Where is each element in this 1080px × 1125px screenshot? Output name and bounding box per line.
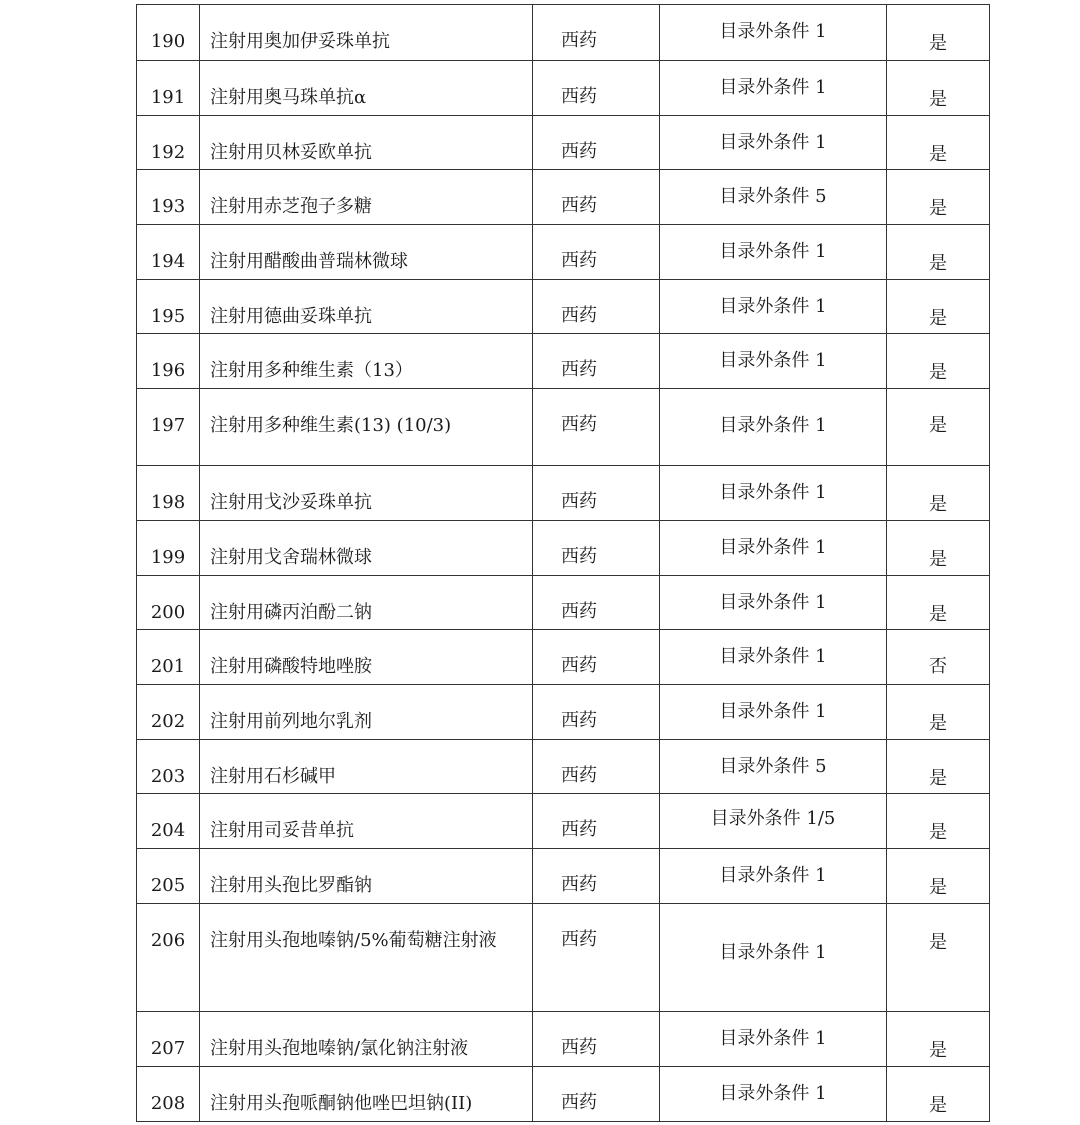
flag: 是 [929,198,947,219]
flag-cell [887,849,990,904]
flag-cell [887,466,990,521]
drug-name-cell [200,334,533,389]
drug-name: 注射用奥加伊妥珠单抗 [210,31,390,52]
drug-name-cell [200,740,533,794]
drug-name-cell [200,389,533,466]
condition-cell [660,389,887,466]
row-number: 193 [150,196,186,217]
flag-cell [887,521,990,576]
flag-cell [887,389,990,466]
table-row [137,116,990,170]
table-row [137,61,990,116]
drug-name: 注射用赤芝孢子多糖 [210,196,372,217]
condition-cell [660,116,887,170]
row-number-cell [137,170,200,225]
row-number-cell [137,334,200,389]
drug-type-cell [533,280,660,334]
row-number: 196 [150,360,186,381]
flag-cell [887,334,990,389]
condition: 目录外条件 1 [719,350,827,371]
drug-type: 西药 [561,141,597,162]
condition: 目录外条件 1 [719,592,827,613]
row-number: 205 [150,875,186,896]
row-number: 197 [150,415,186,436]
drug-name: 注射用贝林妥欧单抗 [210,142,372,163]
row-number-cell [137,5,200,61]
condition-cell [660,334,887,389]
table-row [137,225,990,280]
flag-cell [887,225,990,280]
flag: 是 [929,494,947,515]
flag-cell [887,576,990,630]
table-row [137,849,990,904]
flag-cell [887,740,990,794]
flag: 是 [929,415,947,436]
table-row [137,1012,990,1067]
drug-type-cell [533,466,660,521]
condition: 目录外条件 1 [719,1028,827,1049]
row-number: 200 [150,602,186,623]
drug-name-cell [200,61,533,116]
table-row [137,576,990,630]
condition: 目录外条件 1 [719,415,827,436]
drug-name-cell [200,576,533,630]
table-row [137,685,990,740]
condition: 目录外条件 5 [719,186,827,207]
drug-list-table [136,4,990,1122]
flag-cell [887,794,990,849]
flag-cell [887,685,990,740]
drug-type-cell [533,334,660,389]
flag-cell [887,1012,990,1067]
condition: 目录外条件 1 [719,241,827,262]
drug-name: 注射用戈舍瑞林微球 [210,547,372,568]
drug-name: 注射用司妥昔单抗 [210,820,354,841]
drug-type-cell [533,794,660,849]
condition: 目录外条件 1 [719,21,827,42]
condition: 目录外条件 1 [719,701,827,722]
drug-name: 注射用前列地尔乳剂 [210,711,372,732]
condition: 目录外条件 1 [719,865,827,886]
condition-cell [660,466,887,521]
flag-cell [887,630,990,685]
row-number-cell [137,630,200,685]
row-number-cell [137,794,200,849]
drug-name-cell [200,685,533,740]
condition: 目录外条件 1 [719,482,827,503]
row-number: 194 [150,251,186,272]
row-number: 201 [150,656,186,677]
row-number-cell [137,1012,200,1067]
drug-name: 注射用头孢比罗酯钠 [210,875,372,896]
row-number-cell [137,904,200,1012]
table-row [137,280,990,334]
drug-type: 西药 [561,546,597,567]
condition: 目录外条件 1 [719,296,827,317]
drug-type-cell [533,740,660,794]
drug-type-cell [533,1067,660,1122]
condition: 目录外条件 1 [719,1083,827,1104]
row-number-cell [137,61,200,116]
row-number-cell [137,740,200,794]
row-number-cell [137,1067,200,1122]
drug-type: 西药 [561,819,597,840]
drug-type-cell [533,225,660,280]
flag: 是 [929,1095,947,1116]
condition: 目录外条件 1 [719,646,827,667]
drug-name-cell [200,280,533,334]
flag: 是 [929,713,947,734]
table-row [137,466,990,521]
drug-name-cell [200,630,533,685]
drug-type: 西药 [561,929,597,950]
drug-name: 注射用戈沙妥珠单抗 [210,492,372,513]
condition-cell [660,170,887,225]
condition-cell [660,904,887,1012]
drug-name-cell [200,849,533,904]
row-number: 203 [150,766,186,787]
drug-type-cell [533,849,660,904]
drug-type-cell [533,521,660,576]
table-row [137,1067,990,1122]
drug-type-cell [533,389,660,466]
row-number: 208 [150,1093,186,1114]
drug-name-cell [200,794,533,849]
drug-type-cell [533,61,660,116]
drug-name-cell [200,521,533,576]
drug-name-cell [200,1067,533,1122]
drug-name: 注射用多种维生素(13) (10/3) [210,415,452,436]
drug-name-cell [200,1012,533,1067]
condition-cell [660,849,887,904]
drug-type-cell [533,170,660,225]
drug-name: 注射用头孢哌酮钠他唑巴坦钠(II) [210,1093,473,1114]
row-number-cell [137,521,200,576]
drug-type: 西药 [561,710,597,731]
drug-name: 注射用德曲妥珠单抗 [210,306,372,327]
flag: 是 [929,822,947,843]
row-number: 199 [150,547,186,568]
drug-type-cell [533,5,660,61]
drug-type-cell [533,1012,660,1067]
drug-type: 西药 [561,359,597,380]
drug-name-cell [200,116,533,170]
drug-type: 西药 [561,601,597,622]
drug-type: 西药 [561,1037,597,1058]
row-number-cell [137,225,200,280]
drug-name: 注射用多种维生素（13） [210,360,413,381]
condition: 目录外条件 1 [719,132,827,153]
flag: 是 [929,768,947,789]
condition-cell [660,1067,887,1122]
table-row [137,794,990,849]
flag-cell [887,280,990,334]
condition-cell [660,740,887,794]
drug-name: 注射用头孢地嗪钠/5%葡萄糖注射液 [210,930,497,951]
row-number: 195 [150,306,186,327]
table-row [137,740,990,794]
condition-cell [660,1012,887,1067]
flag: 是 [929,308,947,329]
flag: 是 [929,253,947,274]
drug-type: 西药 [561,250,597,271]
condition-cell [660,576,887,630]
table-row [137,630,990,685]
drug-type: 西药 [561,874,597,895]
drug-name-cell [200,466,533,521]
flag-cell [887,116,990,170]
drug-name: 注射用头孢地嗪钠/氯化钠注射液 [210,1038,469,1059]
table-row [137,170,990,225]
row-number: 192 [150,142,186,163]
row-number-cell [137,685,200,740]
table-row [137,389,990,466]
drug-name-cell [200,904,533,1012]
drug-type-cell [533,904,660,1012]
row-number: 207 [150,1038,186,1059]
flag: 是 [929,549,947,570]
flag: 是 [929,604,947,625]
row-number: 202 [150,711,186,732]
condition: 目录外条件 5 [719,756,827,777]
row-number: 191 [150,87,186,108]
flag-cell [887,170,990,225]
drug-type: 西药 [561,414,597,435]
drug-type-cell [533,116,660,170]
drug-name-cell [200,170,533,225]
condition-cell [660,5,887,61]
condition-cell [660,521,887,576]
row-number: 198 [150,492,186,513]
drug-name: 注射用醋酸曲普瑞林微球 [210,251,408,272]
row-number-cell [137,389,200,466]
drug-name: 注射用磷酸特地唑胺 [210,656,372,677]
flag-cell [887,1067,990,1122]
row-number-cell [137,576,200,630]
condition: 目录外条件 1/5 [710,808,836,829]
row-number-cell [137,849,200,904]
condition-cell [660,61,887,116]
drug-type: 西药 [561,765,597,786]
row-number-cell [137,466,200,521]
row-number: 190 [150,31,186,52]
drug-name: 注射用石杉碱甲 [210,766,336,787]
drug-name: 注射用磷丙泊酚二钠 [210,602,372,623]
condition: 目录外条件 1 [719,77,827,98]
flag-cell [887,5,990,61]
drug-type: 西药 [561,1092,597,1113]
flag: 是 [929,932,947,953]
drug-type: 西药 [561,86,597,107]
flag: 是 [929,362,947,383]
drug-type-cell [533,576,660,630]
drug-type: 西药 [561,195,597,216]
table-row [137,5,990,61]
drug-type-cell [533,630,660,685]
table-row [137,904,990,1012]
drug-type: 西药 [561,655,597,676]
flag-cell [887,904,990,1012]
table-row [137,334,990,389]
flag: 是 [929,877,947,898]
condition-cell [660,225,887,280]
flag: 否 [929,656,947,677]
row-number: 204 [150,820,186,841]
row-number: 206 [150,930,186,951]
row-number-cell [137,280,200,334]
drug-type: 西药 [561,305,597,326]
drug-type-cell [533,685,660,740]
condition-cell [660,794,887,849]
table-row [137,521,990,576]
drug-name: 注射用奥马珠单抗α [210,87,367,108]
condition: 目录外条件 1 [719,942,827,963]
flag: 是 [929,33,947,54]
row-number-cell [137,116,200,170]
condition-cell [660,630,887,685]
flag: 是 [929,89,947,110]
flag: 是 [929,144,947,165]
drug-name-cell [200,225,533,280]
flag: 是 [929,1040,947,1061]
condition-cell [660,685,887,740]
flag-cell [887,61,990,116]
condition: 目录外条件 1 [719,537,827,558]
drug-type: 西药 [561,30,597,51]
drug-name-cell [200,5,533,61]
condition-cell [660,280,887,334]
drug-type: 西药 [561,491,597,512]
